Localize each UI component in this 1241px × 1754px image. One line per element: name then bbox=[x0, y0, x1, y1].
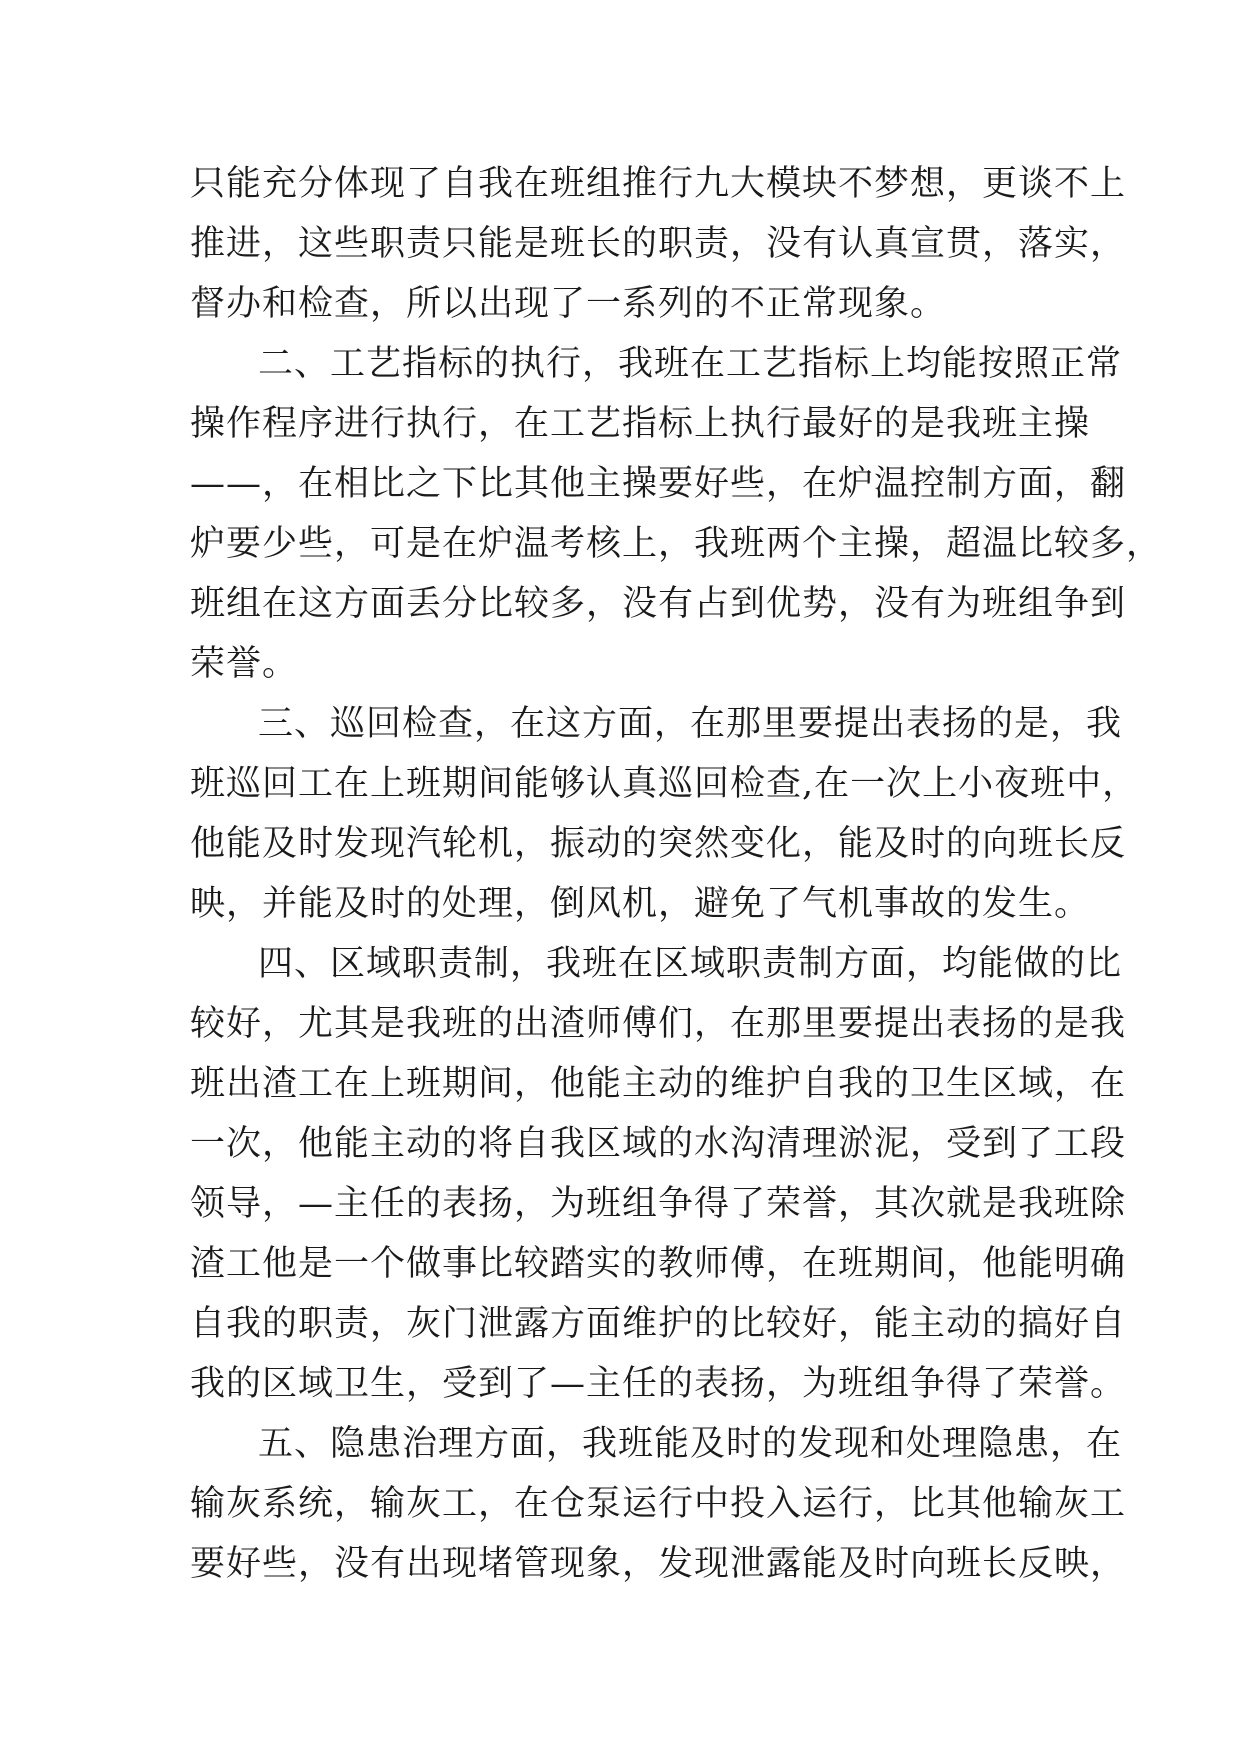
text-line: 渣工他是一个做事比较踏实的教师傅，在班期间，他能明确 bbox=[190, 1244, 1127, 1284]
text-line: 他能及时发现汽轮机，振动的突然变化，能及时的向班长反 bbox=[190, 824, 1127, 864]
text-line: 推进，这些职责只能是班长的职责，没有认真宣贯，落实， bbox=[190, 224, 1127, 264]
text-line: 荣誉。 bbox=[190, 644, 299, 684]
text-line: 操作程序进行执行，在工艺指标上执行最好的是我班主操 bbox=[190, 404, 1091, 444]
text-line: 炉要少些，可是在炉温考核上，我班两个主操，超温比较多， bbox=[190, 524, 1163, 564]
text-line: 映，并能及时的处理，倒风机，避免了气机事故的发生。 bbox=[190, 884, 1091, 924]
text-line: 领导，—主任的表扬，为班组争得了荣誉，其次就是我班除 bbox=[190, 1184, 1127, 1224]
text-line: 二、工艺指标的执行，我班在工艺指标上均能按照正常 bbox=[258, 344, 1123, 384]
text-line: 三、巡回检查，在这方面，在那里要提出表扬的是，我 bbox=[258, 704, 1123, 744]
text-line: 班出渣工在上班期间，他能主动的维护自我的卫生区域，在 bbox=[190, 1064, 1127, 1104]
text-line: 较好，尤其是我班的出渣师傅们，在那里要提出表扬的是我 bbox=[190, 1004, 1127, 1044]
text-line: 督办和检查，所以出现了一系列的不正常现象。 bbox=[190, 284, 947, 324]
text-line: 自我的职责，灰门泄露方面维护的比较好，能主动的搞好自 bbox=[190, 1304, 1127, 1344]
text-line: ——，在相比之下比其他主操要好些，在炉温控制方面，翻 bbox=[190, 464, 1127, 504]
text-line: 一次，他能主动的将自我区域的水沟清理淤泥，受到了工段 bbox=[190, 1124, 1127, 1164]
text-line: 要好些，没有出现堵管现象，发现泄露能及时向班长反映， bbox=[190, 1544, 1127, 1584]
text-line: 五、隐患治理方面，我班能及时的发现和处理隐患，在 bbox=[258, 1424, 1123, 1464]
text-line: 我的区域卫生，受到了—主任的表扬，为班组争得了荣誉。 bbox=[190, 1364, 1127, 1404]
text-line: 班巡回工在上班期间能够认真巡回检查,在一次上小夜班中， bbox=[190, 764, 1139, 804]
text-line: 只能充分体现了自我在班组推行九大模块不梦想，更谈不上 bbox=[190, 164, 1127, 204]
document-body bbox=[190, 154, 1163, 1594]
text-line: 输灰系统，输灰工，在仓泵运行中投入运行，比其他输灰工 bbox=[190, 1484, 1127, 1524]
text-line: 班组在这方面丢分比较多，没有占到优势，没有为班组争到 bbox=[190, 584, 1127, 624]
text-line: 四、区域职责制，我班在区域职责制方面，均能做的比 bbox=[258, 944, 1123, 984]
